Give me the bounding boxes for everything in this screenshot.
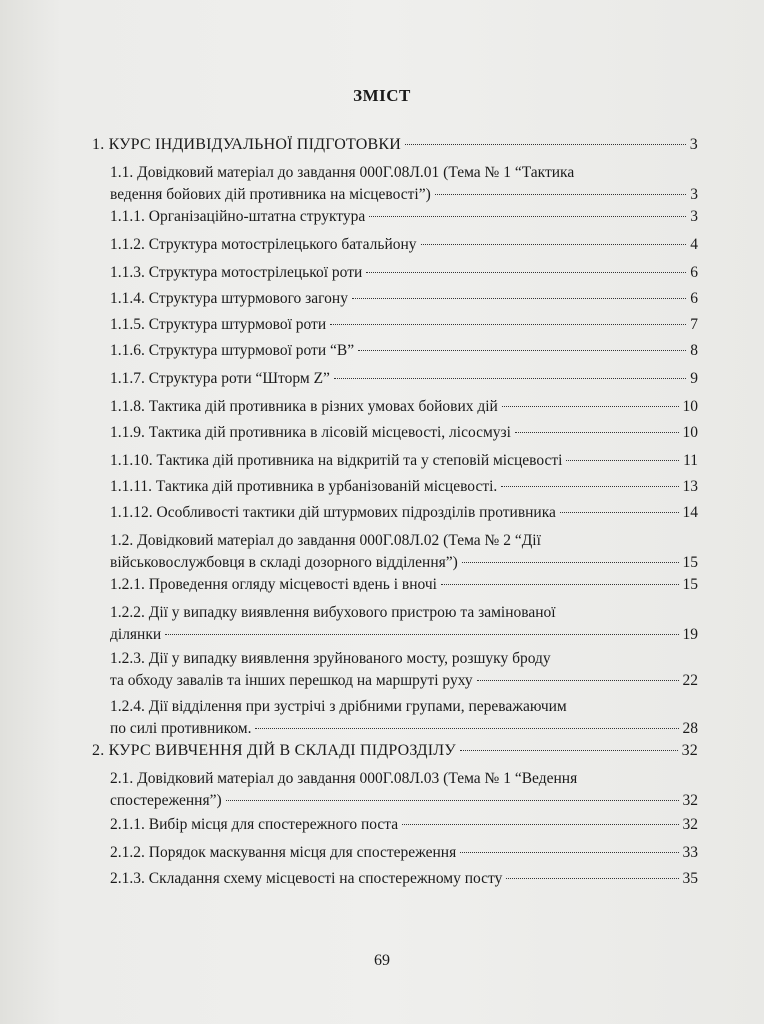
toc-entry	[110, 574, 698, 596]
toc-entry-text: ведення бойових дій противника на місцевості”)	[110, 186, 431, 203]
toc-entry-text: 1.1.11. Тактика дій противника в урбанізованій місцевості.	[110, 478, 498, 495]
toc-entry-text: 2. КУРС ВИВЧЕННЯ ДІЙ В СКЛАДІ ПІДРОЗДІЛУ	[92, 742, 456, 759]
dot-leader	[441, 584, 679, 585]
toc-page-number: 13	[682, 478, 698, 495]
toc-page-number: 7	[690, 316, 698, 333]
toc-page-number: 22	[682, 672, 698, 689]
toc-entry-text: 1.1.1. Організаційно-штатна структура	[110, 208, 366, 225]
toc-entry-text: 2.1.3. Складання схему місцевості на спостережному посту	[110, 870, 503, 887]
toc-entry-text: 1.1.2. Структура мотострілецького батальйону	[110, 236, 417, 253]
toc-page-number: 10	[682, 424, 698, 441]
toc-entry	[110, 530, 698, 574]
toc-entry	[92, 134, 698, 156]
dot-leader	[369, 216, 686, 217]
dot-leader	[330, 324, 686, 325]
toc-entry	[110, 422, 698, 444]
toc-entry	[110, 314, 698, 336]
dot-leader	[255, 728, 678, 729]
toc-entry-text: ділянки	[110, 626, 162, 643]
dot-leader	[366, 272, 686, 273]
dot-leader	[358, 350, 686, 351]
dot-leader	[402, 824, 678, 825]
toc-entry-text: 1.1.3. Структура мотострілецької роти	[110, 264, 363, 281]
toc-page-number: 14	[682, 504, 698, 521]
dot-leader	[405, 144, 686, 145]
toc-entry	[110, 648, 698, 692]
dot-leader	[506, 878, 678, 879]
toc-entry-text: 1.1.9. Тактика дій противника в лісовій місцевості, лісосмузі	[110, 424, 511, 441]
toc-entry-text: 1.1.7. Структура роти “Шторм Z”	[110, 370, 330, 387]
toc-page-number: 28	[682, 720, 698, 737]
toc-entry-text: 1.2.2. Дії у випадку виявлення вибухового пристрою та замінованої	[110, 604, 556, 621]
toc-page-number: 3	[689, 136, 698, 153]
toc-page-number: 19	[682, 626, 698, 643]
toc-page-number: 11	[683, 452, 698, 469]
toc-page-number: 32	[682, 816, 698, 833]
toc-page-number: 33	[682, 844, 698, 861]
toc-entry	[110, 602, 698, 646]
toc-entry-text: 2.1. Довідковий матеріал до завдання 000Г.08Л.03 (Тема № 1 “Ведення	[110, 770, 578, 787]
toc-entry	[92, 740, 698, 762]
toc-entry	[110, 234, 698, 256]
toc-page-number: 10	[682, 398, 698, 415]
toc-entry-text: 1.1.5. Структура штурмової роти	[110, 316, 327, 333]
toc-page-number: 3	[690, 208, 698, 225]
toc-entry	[110, 476, 698, 498]
toc-entry	[110, 696, 698, 740]
toc-entry	[110, 368, 698, 390]
toc-page-number: 9	[690, 370, 698, 387]
toc-entry-text: 1.1.4. Структура штурмового загону	[110, 290, 348, 307]
toc-page-number: 35	[682, 870, 698, 887]
toc-entry	[110, 340, 698, 362]
dot-leader	[435, 194, 687, 195]
toc-page-number: 4	[690, 236, 698, 253]
toc-entry-text: 1.1.6. Структура штурмової роти “В”	[110, 342, 355, 359]
dot-leader	[477, 680, 679, 681]
toc-page-number: 32	[681, 742, 698, 759]
toc-page-number: 15	[682, 576, 698, 593]
toc-entry	[110, 502, 698, 524]
dot-leader	[334, 378, 686, 379]
toc-entry	[110, 842, 698, 864]
dot-leader	[226, 800, 679, 801]
toc-entry	[110, 162, 698, 206]
dot-leader	[421, 244, 687, 245]
toc-page-number: 15	[682, 554, 698, 571]
toc-entry	[110, 262, 698, 284]
toc-page-number: 3	[690, 186, 698, 203]
toc-entry	[110, 396, 698, 418]
toc-entry-text: 1.2.1. Проведення огляду місцевості вдень і вночі	[110, 576, 437, 593]
toc-entry	[110, 206, 698, 228]
page-title: ЗМІСТ	[353, 86, 411, 105]
dot-leader	[460, 852, 678, 853]
toc-page-number: 32	[682, 792, 698, 809]
toc-entry-text: 1.1.12. Особливості тактики дій штурмових підрозділів противника	[110, 504, 556, 521]
dot-leader	[566, 460, 679, 461]
dot-leader	[515, 432, 679, 433]
dot-leader	[460, 750, 678, 751]
dot-leader	[165, 634, 678, 635]
toc-page-number: 6	[690, 290, 698, 307]
page-number: 69	[374, 952, 390, 969]
dot-leader	[352, 298, 686, 299]
toc-entry-text: 1.1.8. Тактика дій противника в різних умовах бойових дій	[110, 398, 498, 415]
toc-entry-text: 1.1.10. Тактика дій противника на відкритій та у степовій місцевості	[110, 452, 563, 469]
toc-entry	[110, 288, 698, 310]
toc-entry	[110, 450, 698, 472]
toc-entry-text: спостереження”)	[110, 792, 222, 809]
toc-entry-text: 1.1. Довідковий матеріал до завдання 000Г.08Л.01 (Тема № 1 “Тактика	[110, 164, 575, 181]
toc-entry-text: 1.2.4. Дії відділення при зустрічі з дрібними групами, переважаючим	[110, 698, 567, 715]
toc-entry-text: військовослужбовця в складі дозорного відділення”)	[110, 554, 458, 571]
toc-entry-text: 1. КУРС ІНДИВІДУАЛЬНОЇ ПІДГОТОВКИ	[92, 136, 402, 153]
dot-leader	[462, 562, 679, 563]
toc-entry-text: 2.1.2. Порядок маскування місця для спостереження	[110, 844, 457, 861]
toc-entry-text: 2.1.1. Вибір місця для спостережного поста	[110, 816, 399, 833]
toc-entry-text: та обходу завалів та інших перешкод на маршруті руху	[110, 672, 473, 689]
toc-entry	[110, 814, 698, 836]
toc-entry	[110, 868, 698, 890]
dot-leader	[501, 486, 678, 487]
dot-leader	[560, 512, 679, 513]
toc-page-number: 6	[690, 264, 698, 281]
toc-entry	[110, 768, 698, 812]
toc-page-number: 8	[690, 342, 698, 359]
toc-entry-text: 1.2.3. Дії у випадку виявлення зруйнованого мосту, розшуку броду	[110, 650, 551, 667]
toc-entry-text: 1.2. Довідковий матеріал до завдання 000Г.08Л.02 (Тема № 2 “Дії	[110, 532, 541, 549]
dot-leader	[502, 406, 679, 407]
toc-entry-text: по силі противником.	[110, 720, 252, 737]
